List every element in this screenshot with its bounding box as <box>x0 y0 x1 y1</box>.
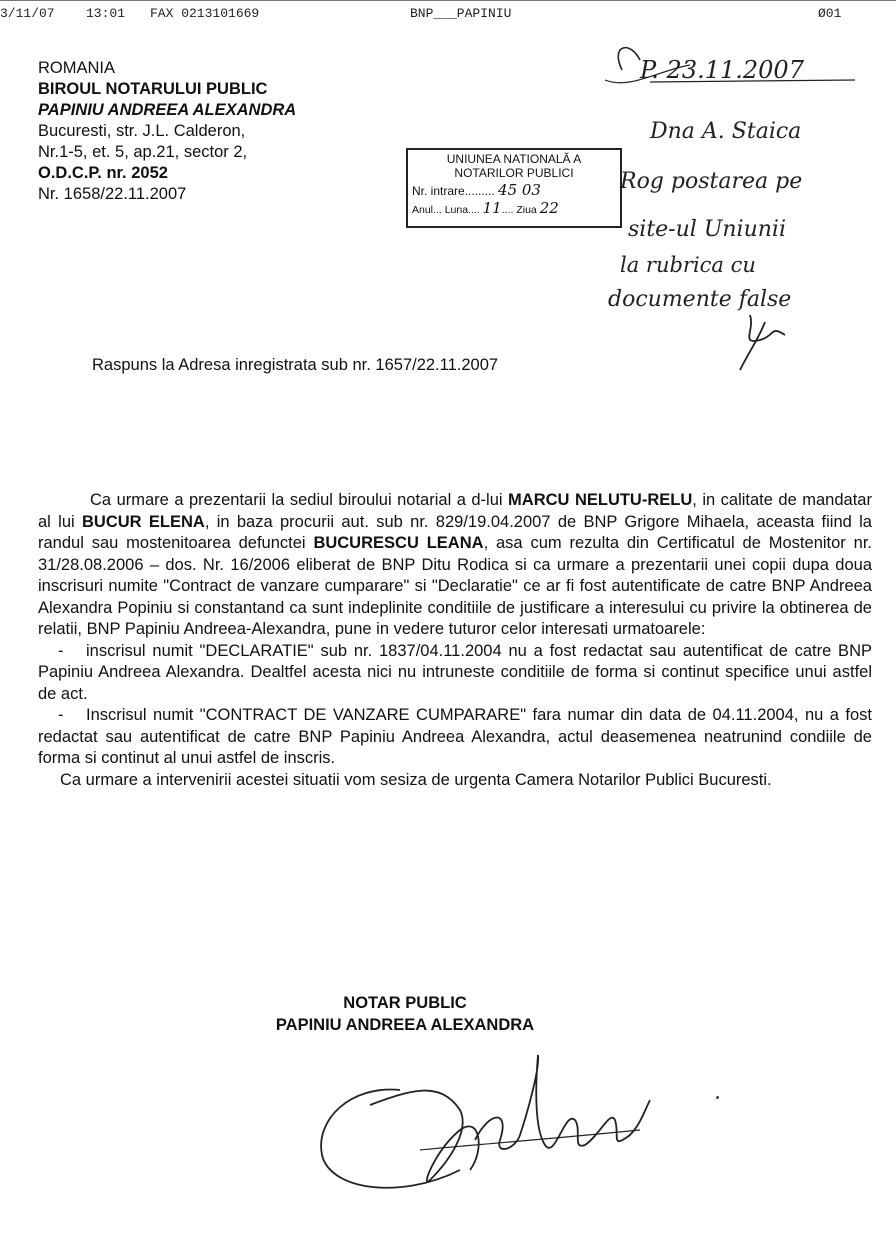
signature-block <box>200 992 610 1036</box>
handnote-initials <box>740 315 785 370</box>
signature-title: NOTAR PUBLIC <box>343 994 467 1012</box>
letter-body <box>38 490 872 791</box>
stamp-entry-label: Nr. intrare <box>412 184 465 198</box>
list-dash: - <box>58 641 64 660</box>
stamp-year-label: Anul <box>412 204 434 216</box>
p1-name-principal: BUCUR ELENA <box>81 512 205 531</box>
stamp-day-label: Ziua <box>516 204 537 216</box>
stamp-entry-row: Nr. intrare......... 45 03 <box>412 181 541 199</box>
closing-paragraph: Ca urmare a intervenirii acestei situatii vom sesiza de urgenta Camera Notarilor Publici Bucuresti. <box>60 770 772 789</box>
p1-text-c: , in baza procurii aut. sub nr. 829/19.04.2007 de BNP Grigore Mihaela, aceasta fiind la randul sau mostenitoarea defunctei <box>38 512 872 552</box>
sender-odcp: O.D.C.P. nr. 2052 <box>38 164 168 182</box>
stamp-month-value: 11 <box>482 199 502 217</box>
sender-address-line1: Bucuresti, str. J.L. Calderon, <box>38 122 246 140</box>
p1-name-deceased: BUCURESCU LEANA <box>313 534 484 552</box>
sender-address-line2: Nr.1-5, et. 5, ap.21, sector 2, <box>38 143 248 161</box>
fax-number: FAX 0213101669 <box>150 6 260 21</box>
handnote-line5: la rubrica cu <box>620 253 756 277</box>
fax-sender: BNP___PAPINIU <box>410 6 512 21</box>
sender-office: BIROUL NOTARULUI PUBLIC <box>38 80 268 98</box>
sender-name: PAPINIU ANDREEA ALEXANDRA <box>38 101 297 119</box>
handwritten-signature <box>310 1050 690 1200</box>
fax-header <box>0 6 896 26</box>
stamp-entry-value: 45 03 <box>498 181 541 199</box>
stray-dot <box>716 1096 719 1099</box>
reply-reference: Raspuns la Adresa inregistrata sub nr. 1657/22.11.2007 <box>92 356 499 374</box>
fax-date: 3/11/07 <box>0 6 55 21</box>
handnote-line1: P. 23.11.2007 <box>640 56 804 84</box>
list-item-2-text: Inscrisul numit "CONTRACT DE VANZARE CUMPARARE" fara numar din data de 04.11.2004, nu a fost redactat sau autentificat de catre BNP Papiniu Andreea Alexandra, actul deasemenea neatrunind condiile de forma si continut al unui astfel de inscris. <box>38 706 872 767</box>
list-item-1 <box>38 641 872 706</box>
fax-time: 13:01 <box>86 6 126 21</box>
stamp-month-label: Luna <box>444 204 469 216</box>
body-paragraph-1 <box>38 490 872 641</box>
p1-text-a: Ca urmare a prezentarii la sediul biroului notarial a d-lui <box>90 491 509 509</box>
fax-page: Ø01 <box>818 6 842 21</box>
handnote-line6: documente false <box>608 287 792 312</box>
stamp-line1: UNIUNEA NATIONALĂ A <box>446 152 582 166</box>
sender-country: ROMANIA <box>38 59 116 77</box>
stamp-day-value: 22 <box>539 199 559 217</box>
signature-name: PAPINIU ANDREEA ALEXANDRA <box>275 1016 535 1034</box>
list-item-2 <box>38 705 872 770</box>
stamp-date-row: Anul... Luna.... 11.... Ziua 22 <box>412 199 559 217</box>
stamp-line2: NOTARILOR PUBLICI <box>454 166 574 180</box>
sender-block <box>38 58 398 205</box>
fax-top-rule <box>0 0 896 4</box>
sender-reference-number: Nr. 1658/22.11.2007 <box>38 185 187 203</box>
handnote-line3: Rog postarea pe <box>620 169 803 194</box>
handwritten-annotation <box>600 40 890 380</box>
p1-text-d: , asa cum rezulta din Certificatul de Mostenitor nr. 31/28.08.2006 – dos. Nr. 16/2006 eliberat de BNP Ditu Rodica si ca urmare a prezentarii unei copii dupa doua inscrisuri numite "Contract de vanzare cumparare" si "Declaratie" ce ar fi fost autentificate de catre BNP Andreea Alexandra Popiniu si constantand ca sunt indeplinite conditiile de justificare a interesului cu privire la obtinerea de relatii, BNP Papiniu Andreea-Alexandra, pune in vedere tuturor celor interesati urmatoarele: <box>38 534 872 638</box>
list-dash: - <box>58 706 64 724</box>
list-item-1-text: inscrisul numit "DECLARATIE" sub nr. 1837/04.11.2004 nu a fost redactat sau autentificat de catre BNP Papiniu Andreea Alexandra. Dealtfel acesta nici nu intruneste conditiile de forma si continut specifice unui astfel de act. <box>38 641 872 703</box>
handnote-line4: site-ul Uniunii <box>628 217 786 242</box>
handnote-line2: Dna A. Staica <box>650 119 802 144</box>
p1-name-mandatar: MARCU NELUTU-RELU <box>508 491 693 509</box>
p1-text-b: , in calitate de mandatar al lui <box>38 491 872 531</box>
registration-stamp <box>406 148 622 228</box>
